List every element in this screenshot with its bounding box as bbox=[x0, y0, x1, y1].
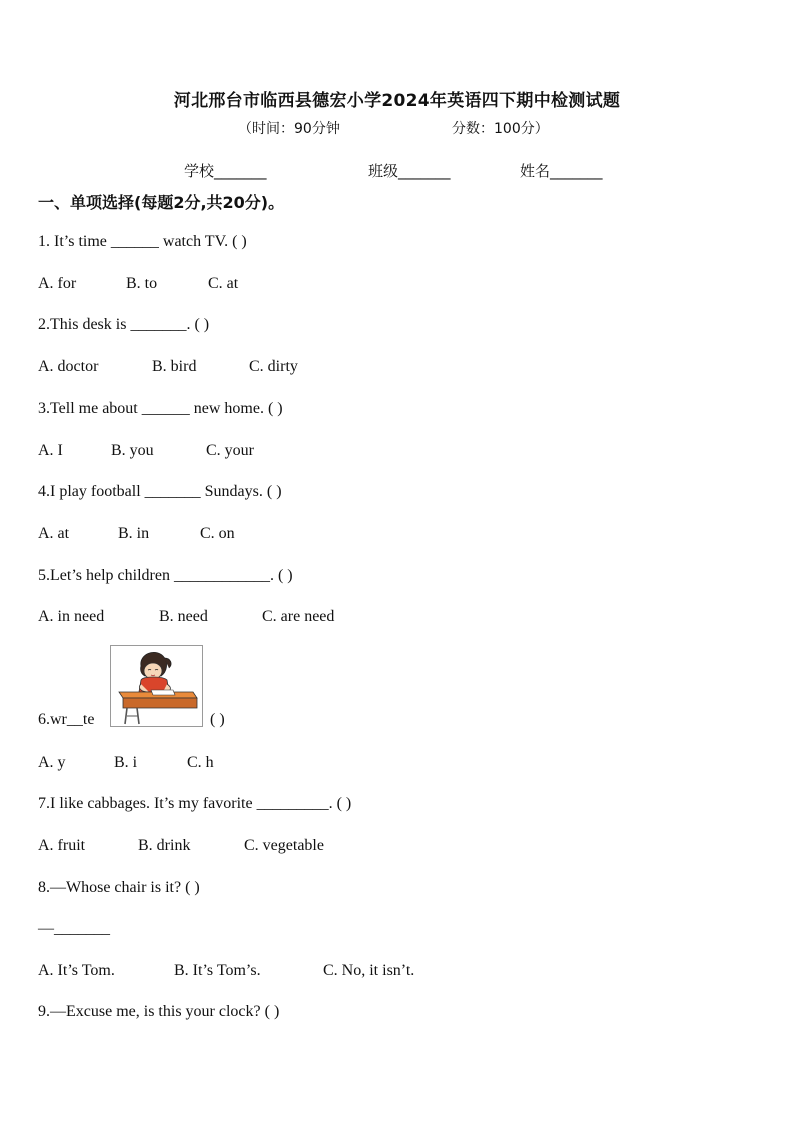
question-8: 8.—Whose chair is it? ( ) bbox=[38, 879, 200, 896]
q6-option-a: A. y bbox=[38, 754, 66, 771]
q8-option-a: A. It’s Tom. bbox=[38, 962, 115, 979]
q7-option-b: B. drink bbox=[138, 837, 191, 854]
question-2: 2.This desk is _______. ( ) bbox=[38, 316, 210, 333]
q5-option-c: C. are need bbox=[262, 608, 335, 625]
school-field: 学校_______ bbox=[184, 162, 267, 180]
q8-answer-line: —_______ bbox=[38, 920, 110, 937]
q4-option-c: C. on bbox=[200, 525, 235, 542]
q2-option-c: C. dirty bbox=[249, 358, 298, 375]
q2-option-a: A. doctor bbox=[38, 358, 99, 375]
q4-option-a: A. at bbox=[38, 525, 70, 542]
question-7: 7.I like cabbages. It’s my favorite _________. ( ) bbox=[38, 795, 352, 812]
class-field: 班级_______ bbox=[368, 162, 451, 180]
q1-option-b: B. to bbox=[126, 275, 158, 292]
exam-time: （时间：90分钟 bbox=[238, 121, 340, 137]
q5-option-a: A. in need bbox=[38, 608, 105, 625]
q6-answer-paren: ( ) bbox=[210, 711, 225, 728]
q3-option-a: A. I bbox=[38, 442, 63, 459]
girl-writing-picture bbox=[110, 645, 203, 727]
question-5: 5.Let’s help children ____________. ( ) bbox=[38, 567, 293, 584]
q7-option-a: A. fruit bbox=[38, 837, 86, 854]
question-4: 4.I play football _______ Sundays. ( ) bbox=[38, 483, 282, 500]
q6-option-b: B. i bbox=[114, 754, 138, 771]
q2-option-b: B. bird bbox=[152, 358, 197, 375]
q8-option-b: B. It’s Tom’s. bbox=[174, 962, 261, 979]
question-1: 1. It’s time ______ watch TV. ( ) bbox=[38, 233, 247, 250]
question-3: 3.Tell me about ______ new home. ( ) bbox=[38, 400, 283, 417]
q3-option-b: B. you bbox=[111, 442, 154, 459]
name-field: 姓名_______ bbox=[520, 162, 603, 180]
q1-option-a: A. for bbox=[38, 275, 77, 292]
q6-option-c: C. h bbox=[187, 754, 214, 771]
q8-option-c: C. No, it isn’t. bbox=[323, 962, 415, 979]
page-title: 河北邢台市临西县德宏小学2024年英语四下期中检测试题 bbox=[173, 91, 621, 111]
q3-option-c: C. your bbox=[206, 442, 254, 459]
question-9: 9.—Excuse me, is this your clock? ( ) bbox=[38, 1003, 280, 1020]
q1-option-c: C. at bbox=[208, 275, 239, 292]
q5-option-b: B. need bbox=[159, 608, 208, 625]
q4-option-b: B. in bbox=[118, 525, 150, 542]
girl-writing-icon bbox=[111, 646, 202, 726]
section-heading: 一、单项选择(每题2分,共20分)。 bbox=[38, 193, 285, 212]
question-6: 6.wr__te bbox=[38, 711, 95, 728]
q7-option-c: C. vegetable bbox=[244, 837, 324, 854]
exam-score: 分数：100分） bbox=[452, 121, 549, 137]
